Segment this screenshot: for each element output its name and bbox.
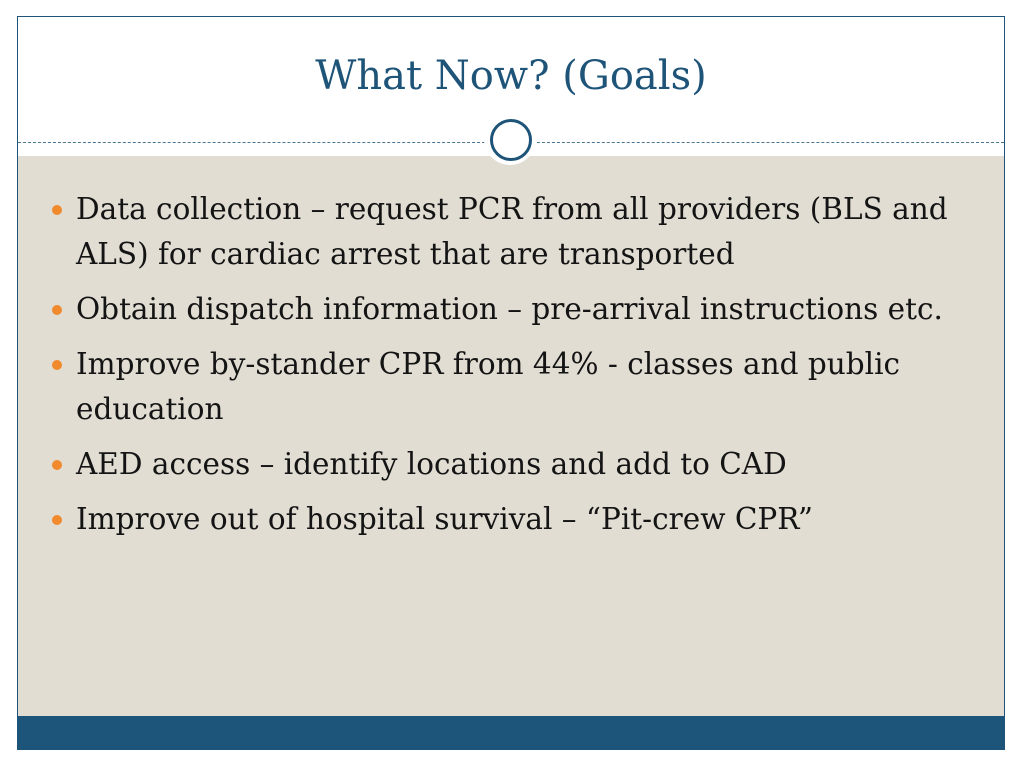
bullet-item (52, 342, 982, 432)
dot-icon (52, 205, 62, 215)
bullet-text: Improve by-stander CPR from 44% - classes and public education (76, 347, 901, 426)
dot-icon (52, 460, 62, 470)
bullet-text: Improve out of hospital survival – “Pit-crew CPR” (76, 502, 813, 536)
dot-icon (52, 305, 62, 315)
bullet-text: AED access – identify locations and add to CAD (76, 447, 787, 481)
slide (17, 16, 1005, 750)
bullet-list (52, 187, 982, 552)
bullet-item (52, 442, 982, 487)
bullet-item (52, 287, 982, 332)
ring-icon (484, 113, 536, 165)
bullet-text: Obtain dispatch information – pre-arrival instructions etc. (76, 292, 943, 326)
bullet-text: Data collection – request PCR from all providers (BLS and ALS) for cardiac arrest that are transported (76, 192, 948, 271)
dot-icon (52, 515, 62, 525)
slide-title: What Now? (Goals) (315, 53, 707, 99)
footer-bar (18, 716, 1004, 750)
bullet-item (52, 187, 982, 277)
ring-inner (497, 126, 523, 152)
dot-icon (52, 360, 62, 370)
bullet-item (52, 497, 982, 542)
